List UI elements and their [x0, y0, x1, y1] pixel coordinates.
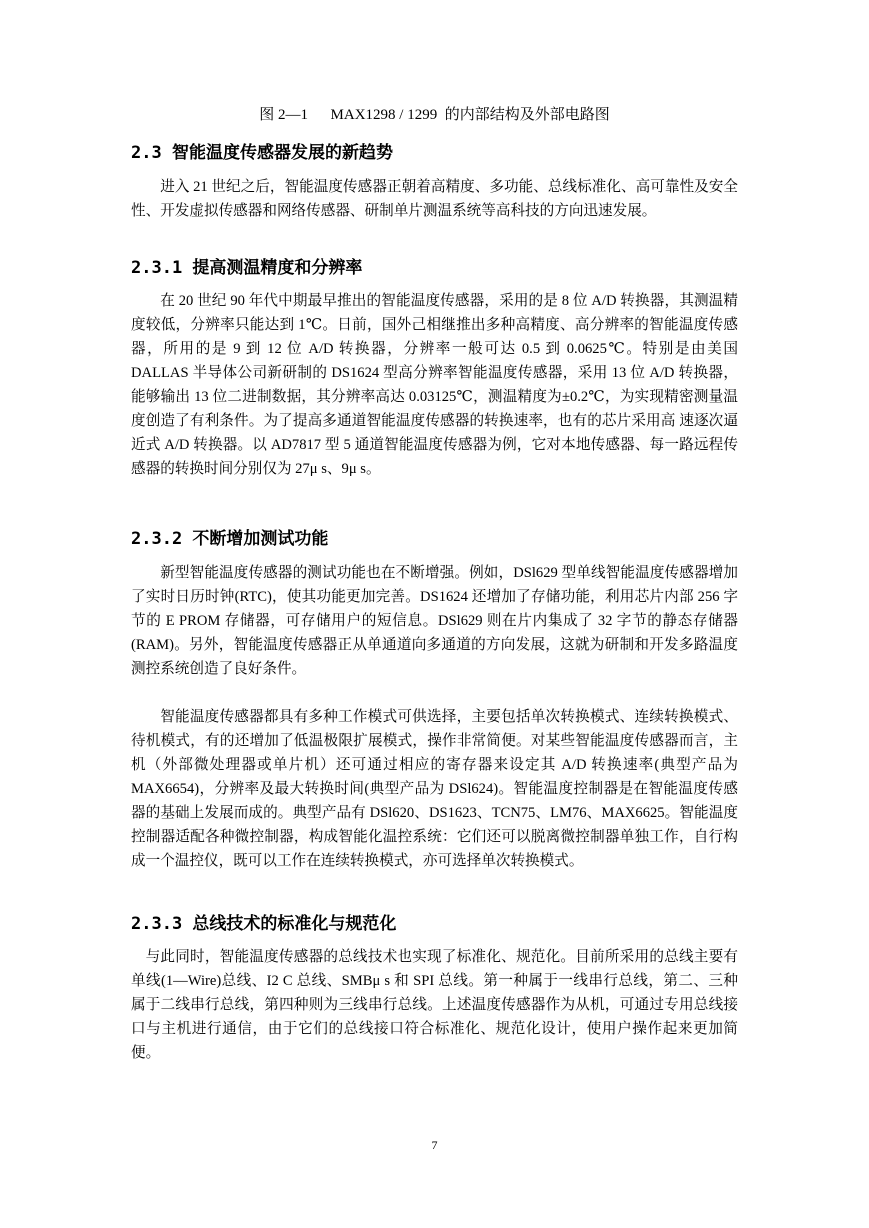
section-2-3-2-paragraph-1: 新型智能温度传感器的测试功能也在不断增强。例如，DSl629 型单线智能温度传感器增加了实时日历时钟(RTC)，使其功能更加完善。DS1624 还增加了存储功能，利用芯片内部 256 字节的 E PROM 存储器，可存储用户的短信息。DSl629 则在片内集成了 32 字节的静态存储器(RAM)。另外，智能温度传感器正从单通道向多通道的方向发展，这就为研制和开发多路温度测控系统创造了良好条件。 [131, 565, 738, 677]
section-heading-2-3-3: 2.3.3 总线技术的标准化与规范化 [131, 914, 397, 934]
section-2-3-3-paragraph: 与此同时，智能温度传感器的总线技术也实现了标准化、规范化。目前所采用的总线主要有单线(1—Wire)总线、I2 C 总线、SMBμ s 和 SPI 总线。第一种属于一线串行总线，第二、三种属于二线串行总线，第四种则为三线串行总线。上述温度传感器作为从机，可通过专用总线接口与主机进行通信，由于它们的总线接口符合标准化、规范化设计，使用户操作起来更加简便。 [131, 949, 738, 1061]
figure-caption: 图 2—1 MAX1298 / 1299 的内部结构及外部电路图 [259, 107, 610, 123]
section-heading-2-3-2: 2.3.2 不断增加测试功能 [131, 529, 329, 549]
section-2-3-2-paragraph-2: 智能温度传感器都具有多种工作模式可供选择，主要包括单次转换模式、连续转换模式、待机模式，有的还增加了低温极限扩展模式，操作非常简便。对某些智能温度传感器而言，主机（外部微处理器或单片机）还可通过相应的寄存器来设定其 A/D 转换速率(典型产品为 MAX6654)，分辨率及最大转换时间(典型产品为 DSl624)。智能温度控制器是在智能温度传感器的基础上发展而成的。典型产品有 DSl620、DS1623、TCN75、LM76、MAX6625。智能温度控制器适配各种微控制器，构成智能化温控系统：它们还可以脱离微控制器单独工作，自行构成一个温控仪，既可以工作在连续转换模式，亦可选择单次转换模式。 [131, 709, 738, 869]
section-2-3-paragraph: 进入 21 世纪之后，智能温度传感器正朝着高精度、多功能、总线标准化、高可靠性及安全性、开发虚拟传感器和网络传感器、研制单片测温系统等高科技的方向迅速发展。 [131, 179, 738, 219]
section-heading-2-3-1: 2.3.1 提高测温精度和分辨率 [131, 258, 363, 278]
section-heading-2-3: 2.3 智能温度传感器发展的新趋势 [131, 143, 393, 163]
section-2-3-1-paragraph: 在 20 世纪 90 年代中期最早推出的智能温度传感器，采用的是 8 位 A/D 转换器，其测温精度较低，分辨率只能达到 1℃。日前，国外己相继推出多种高精度、高分辨率的智能温度传感器，所用的是 9 到 12 位 A/D 转换器，分辨率一般可达 0.5 到 0.0625℃。特别是由美国 DALLAS 半导体公司新研制的 DS1624 型高分辨率智能温度传感器，采用 13 位 A/D 转换器，能够输出 13 位二进制数据，其分辨率高达 0.03125℃，测温精度为±0.2℃，为实现精密测量温度创造了有利条件。为了提高多通道智能温度传感器的转换速率，也有的芯片采用高 速逐次逼近式 A/D 转换器。以 AD7817 型 5 通道智能温度传感器为例，它对本地传感器、每一路远程传感器的转换时间分别仅为 27μ s、9μ s。 [131, 293, 738, 477]
page-number: 7 [431, 1138, 438, 1152]
